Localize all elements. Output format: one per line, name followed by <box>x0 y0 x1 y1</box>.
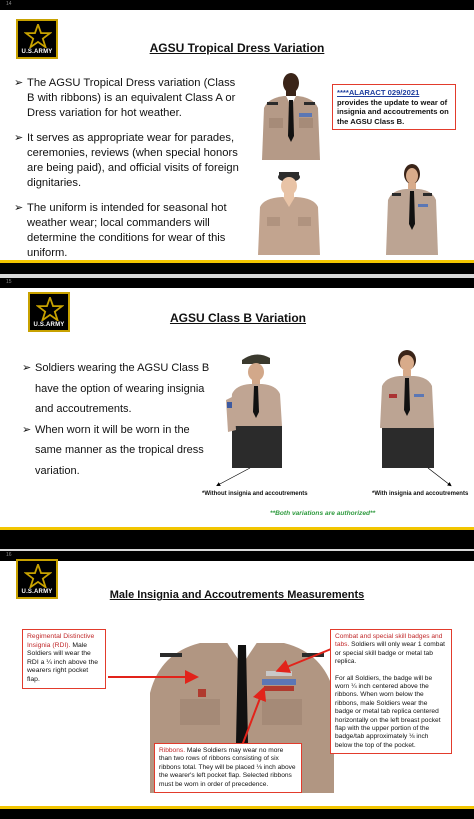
bullet-list <box>14 76 244 261</box>
ribbons-heading: Ribbons. <box>159 747 186 754</box>
army-star-icon <box>24 24 52 48</box>
rdi-callout <box>22 629 106 689</box>
caption-with-insignia: *With insignia and accoutrements <box>372 491 469 497</box>
rdi-heading: Regimental Distinctive Insignia (RDI). <box>27 633 95 649</box>
bullet-item: ➢ Soldiers wearing the AGSU Class B have the option of wearing insignia and accoutrements. <box>22 358 218 420</box>
combat-text-1: Soldiers will only wear 1 combat or special skill badge or metal tab replica. <box>335 641 445 666</box>
bottom-black-bar <box>0 809 474 819</box>
ribbons-callout <box>154 743 302 793</box>
bullet-item: ➢ The uniform is intended for seasonal hot weather wear; local commanders will determine the conditions for wear of this uniform. <box>14 201 244 261</box>
slide-class-b <box>0 278 474 549</box>
photo-male-soldier-service-cap <box>252 165 326 255</box>
bottom-black-bar <box>0 263 474 274</box>
caption-without-insignia: *Without insignia and accoutrements <box>202 491 308 497</box>
alaract-callout <box>332 84 456 130</box>
alaract-text: provides the update to wear of insignia and accoutrements on the AGSU Class B. <box>337 97 449 126</box>
page-number: 16 <box>6 552 12 558</box>
combat-badge-callout <box>330 629 452 754</box>
page-number: 15 <box>6 279 12 285</box>
combat-text-2: For all Soldiers, the badge will be worn ¼ inch centered above the ribbons. When worn below the ribbons, male Soldiers wear the badge or metal tab replica centered horizontally on the left breast pocket flap with the upper portion of the badge/tab approximately ⅛ inch below the top of the pocket. <box>335 674 441 749</box>
authorized-note: **Both variations are authorized** <box>270 510 376 517</box>
slide-male-insignia <box>0 551 474 819</box>
slide-title: AGSU Tropical Dress Variation <box>149 41 325 55</box>
army-logo-text: U.S.ARMY <box>21 589 53 595</box>
bullet-item: ➢ When worn it will be worn in the same manner as the tropical dress variation. <box>22 420 218 482</box>
bullet-item: ➢ It serves as appropriate wear for parades, ceremonies, reviews (when special honors are being paid), and official visits of foreign dignitaries. <box>14 131 244 191</box>
bottom-black-bar <box>0 530 474 549</box>
top-bar <box>0 0 474 10</box>
army-logo-text: U.S.ARMY <box>21 49 53 55</box>
photo-female-soldier-tropical <box>382 160 442 255</box>
slide-title: Male Insignia and Accoutrements Measurements <box>109 589 365 601</box>
army-logo-text: U.S.ARMY <box>33 322 65 328</box>
ribbons-text: Male Soldiers may wear no more than two rows of ribbons consisting of six ribbons total. They will be placed ⅛ inch above the wearer's left pocket flap. Selected ribbons must be worn in order of precedence. <box>159 747 296 788</box>
photo-male-soldier-tropical <box>254 70 328 160</box>
page-number: 14 <box>6 1 12 7</box>
slide-title: AGSU Class B Variation <box>169 311 307 325</box>
army-logo <box>16 19 58 59</box>
combat-heading: Combat and special skill badges and tabs. <box>335 633 443 649</box>
bullet-item: ➢ The AGSU Tropical Dress variation (Class B with ribbons) is an equivalent Class A or Dress variation for hot weather. <box>14 76 244 121</box>
caption-arrows <box>0 278 474 549</box>
slide-tropical-dress <box>0 0 474 274</box>
rdi-text: Male Soldiers will wear the RDI a ¼ inch above the wearers right pocket flap. <box>27 641 99 683</box>
alaract-link[interactable]: ****ALARACT 029/2021 <box>337 88 420 97</box>
